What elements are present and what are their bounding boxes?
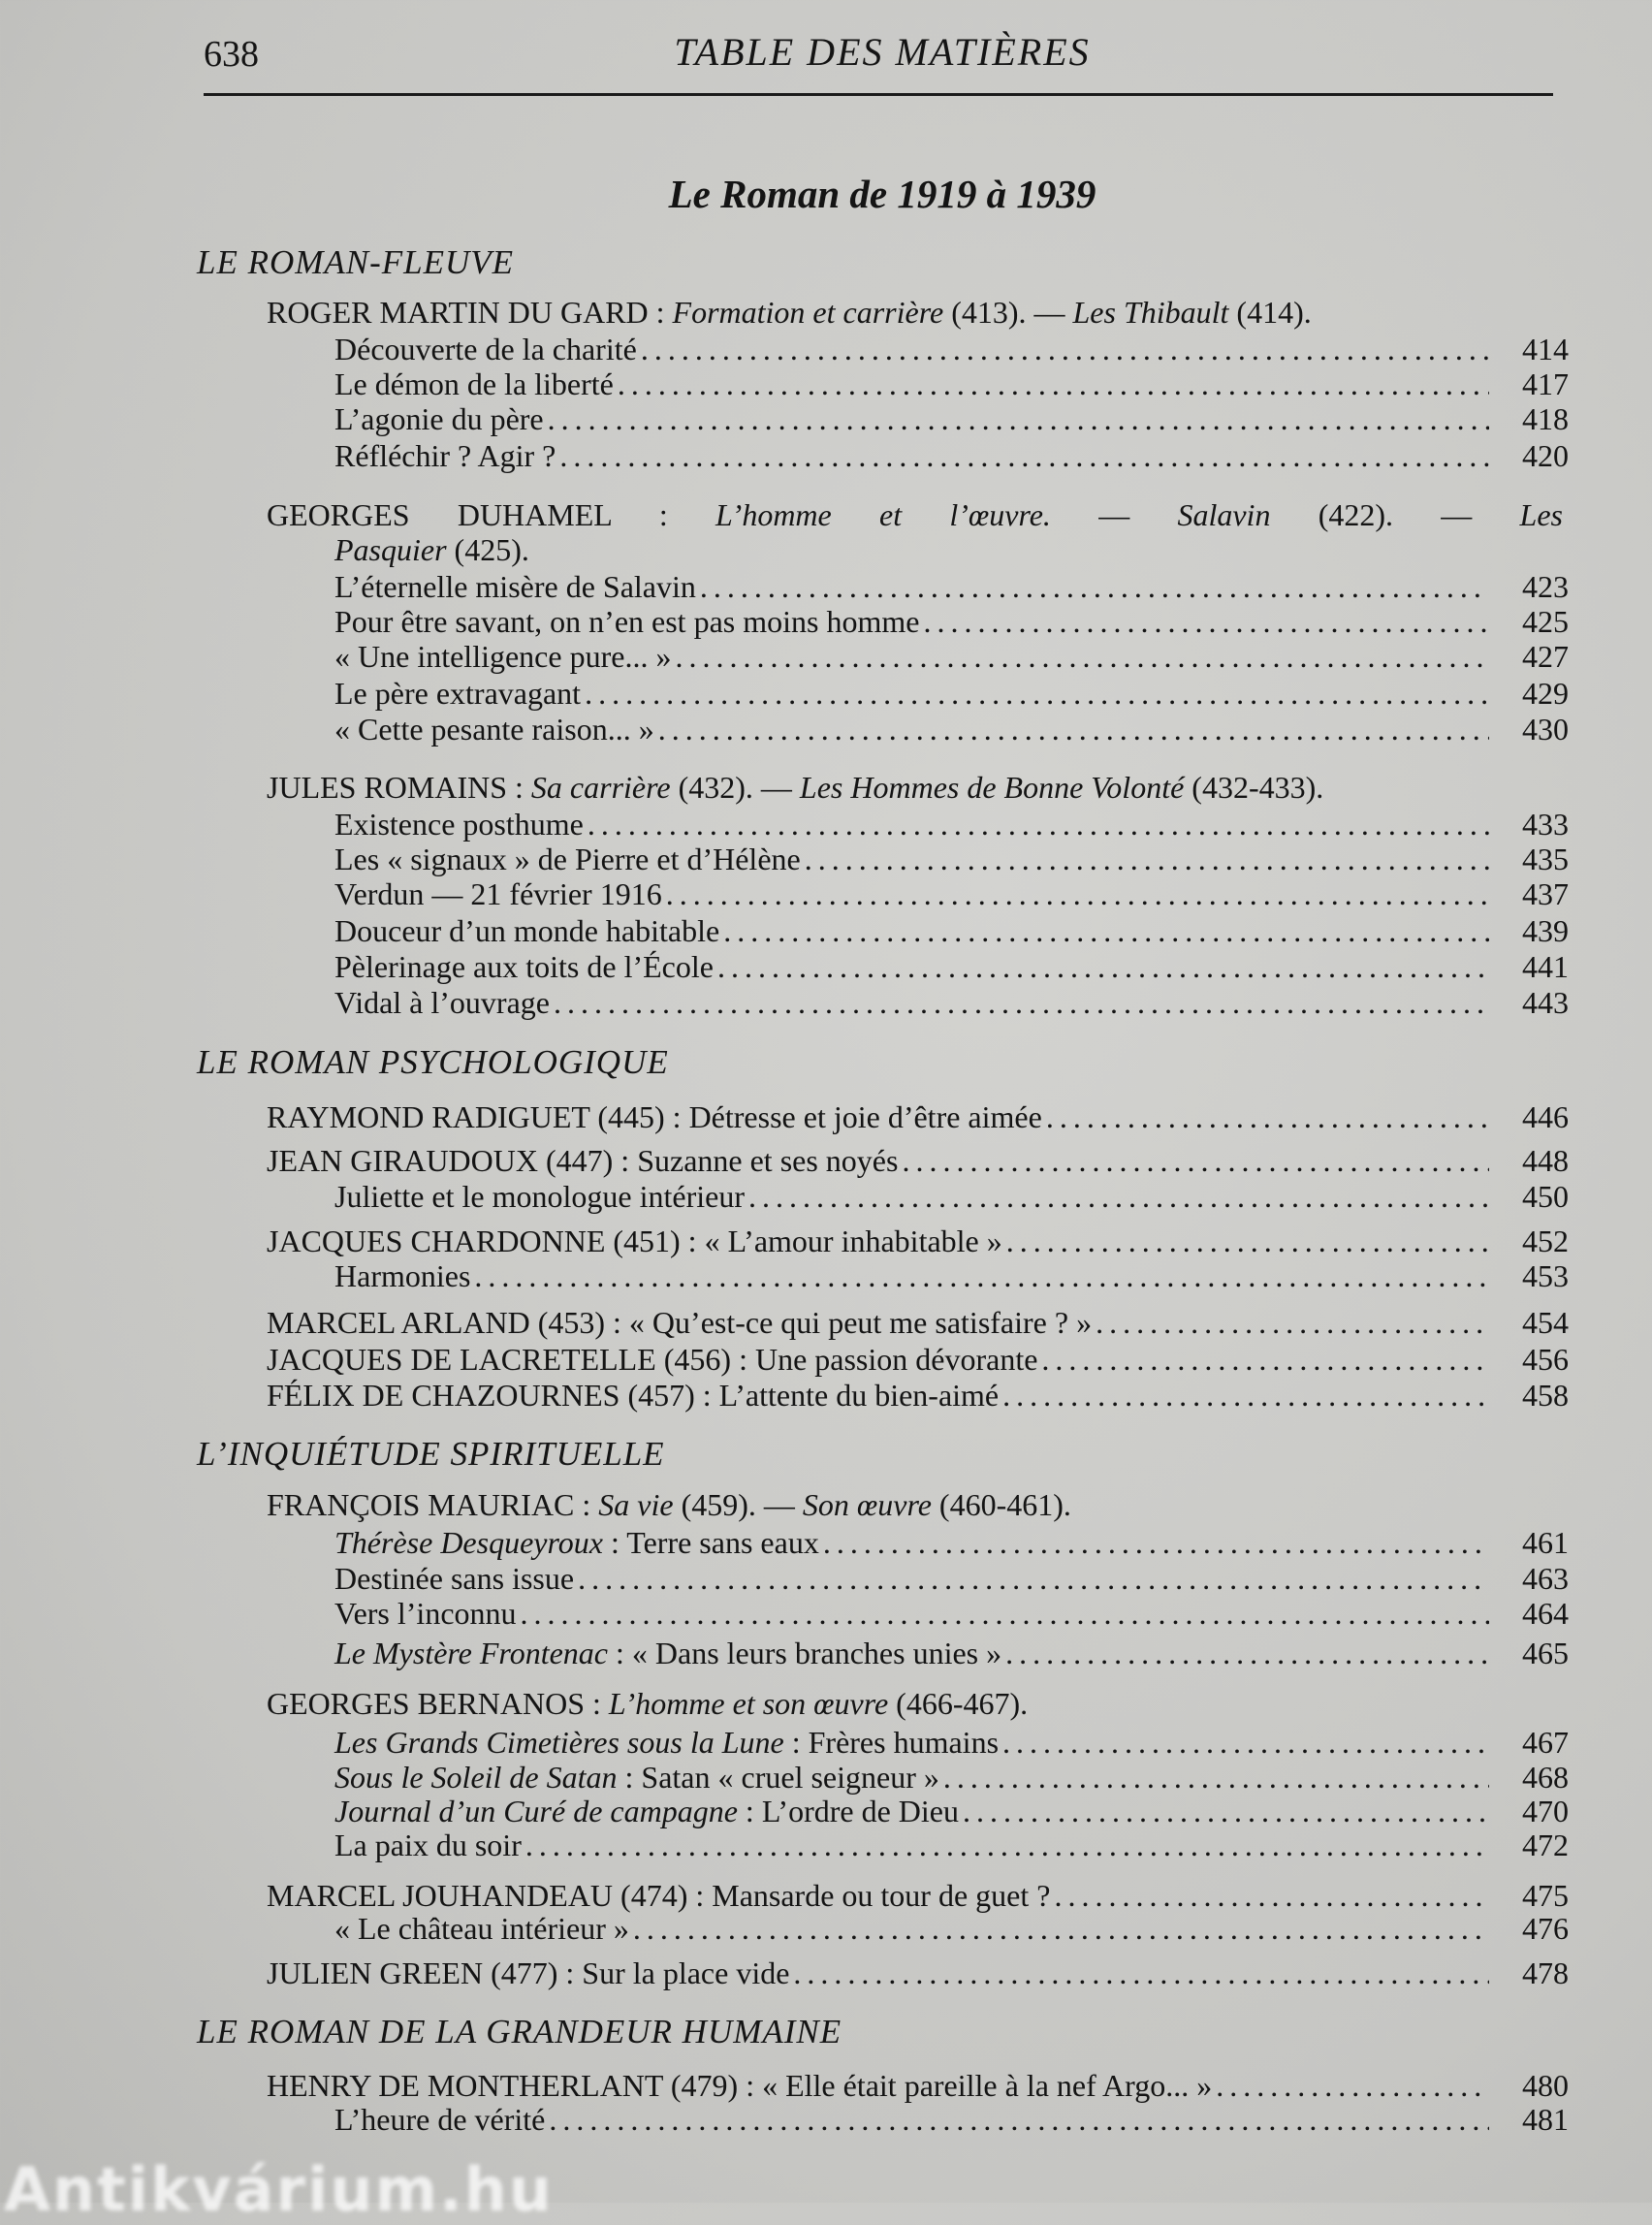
entry-text-part: MARCEL ARLAND (453) : « Qu’est-ce qui peut me satisfaire ? » (267, 1305, 1093, 1340)
page-ref: 453 (1522, 1258, 1569, 1293)
entry-text (334, 1793, 959, 1829)
entry-text (334, 806, 584, 842)
subentry (334, 841, 1569, 877)
entry-text (267, 497, 1563, 532)
dot-leader (675, 638, 1489, 675)
entry-text-part: L’homme et son œuvre (608, 1686, 889, 1721)
author-entry (267, 1955, 1569, 1991)
dot-leader (1002, 1377, 1489, 1414)
entry-text-part: LE ROMAN PSYCHOLOGIQUE (197, 1043, 669, 1081)
entry-text-part: : Satan « cruel seigneur » (617, 1760, 939, 1795)
entry-text (267, 294, 1312, 331)
page-ref: 456 (1522, 1342, 1569, 1377)
entry-text-part: JACQUES DE LACRETELLE (456) : Une passion dévorante (267, 1342, 1038, 1377)
dot-leader (641, 331, 1489, 367)
entry-text (334, 984, 550, 1021)
entry-text-part: (413). — (943, 295, 1073, 330)
entry-text-part: (460-461). (931, 1487, 1071, 1522)
entry-text-part: JULES ROMAINS : (267, 770, 531, 805)
dot-leader (1046, 1098, 1489, 1135)
entry-text-part: Juliette et le monologue intérieur (334, 1179, 745, 1214)
entry-text-part: JACQUES CHARDONNE (451) : « L’amour inhabitable » (267, 1224, 1002, 1258)
page-ref: 454 (1522, 1305, 1569, 1340)
entry-text-part: : Terre sans eaux (602, 1525, 819, 1560)
entry-text-part: FÉLIX DE CHAZOURNES (457) : L’attente du bien-aimé (267, 1378, 1000, 1413)
dot-leader (554, 984, 1489, 1021)
subentry (334, 603, 1569, 640)
page-ref: 448 (1522, 1143, 1569, 1178)
entry-text-part: (425). (446, 532, 529, 567)
subentry (334, 675, 1569, 712)
entry-text-part: L’agonie du père (334, 401, 544, 436)
dot-leader (793, 1955, 1489, 1991)
entry-text-part: Salavin (1177, 497, 1271, 532)
entry-text (334, 675, 581, 712)
entry-text-part: Pasquier (334, 532, 447, 567)
entry-text (267, 1304, 1092, 1341)
subentry (334, 1524, 1569, 1561)
subentry (334, 912, 1569, 949)
dot-leader (658, 711, 1489, 747)
dot-leader (902, 1142, 1489, 1179)
subentry (334, 638, 1569, 675)
running-title: TABLE DES MATIÈRES (674, 30, 1091, 74)
dot-leader (1216, 2067, 1489, 2104)
category-heading (197, 244, 1569, 281)
page-ref: 418 (1522, 401, 1569, 436)
entry-text-part: Pour être savant, on n’en est pas moins homme (334, 604, 920, 639)
page-ref: 463 (1522, 1561, 1569, 1596)
entry-text (267, 1685, 1028, 1722)
entry-text-part: RAYMOND RADIGUET (445) : Détresse et joie d’être aimée (267, 1099, 1042, 1134)
entry-text (334, 1759, 939, 1796)
entry-text-part: — (1050, 497, 1178, 532)
entry-text-part: (414). (1228, 295, 1312, 330)
dot-leader (923, 603, 1489, 640)
entry-text (334, 1910, 629, 1947)
dot-leader (1006, 1223, 1489, 1259)
dot-leader (588, 806, 1489, 842)
entry-text-part: L’homme et l’œuvre. (715, 497, 1051, 532)
entry-text (267, 1341, 1037, 1378)
entry-text (267, 769, 1323, 806)
subentry (334, 711, 1569, 747)
page-number: 638 (204, 34, 259, 75)
entry-text-part: (466-467). (888, 1686, 1029, 1721)
entry-text-part: Douceur d’un monde habitable (334, 913, 720, 948)
entry-text-part: Destinée sans issue (334, 1561, 575, 1596)
author-entry (267, 1486, 1569, 1523)
page-ref: 465 (1522, 1636, 1569, 1670)
page-ref: 430 (1522, 712, 1569, 747)
page-ref: 470 (1522, 1794, 1569, 1828)
subentry (334, 437, 1569, 474)
category-heading (197, 1044, 1569, 1081)
page-ref: 435 (1522, 842, 1569, 876)
entry-text (334, 1635, 1001, 1671)
author-entry (267, 1377, 1569, 1414)
page-ref: 481 (1522, 2102, 1569, 2137)
dot-leader (823, 1524, 1489, 1561)
page-ref: 464 (1522, 1596, 1569, 1631)
dot-leader (559, 437, 1489, 474)
entry-text (267, 2067, 1212, 2104)
subentry (334, 984, 1569, 1021)
page-ref: 461 (1522, 1525, 1569, 1560)
page-ref: 439 (1522, 913, 1569, 948)
author-entry (267, 294, 1569, 331)
entry-text (334, 1178, 745, 1215)
subentry (334, 948, 1569, 985)
author-entry (267, 1304, 1569, 1341)
entry-text (267, 1377, 999, 1414)
dot-leader (666, 875, 1489, 912)
subentry (334, 1759, 1569, 1796)
subentry (334, 400, 1569, 437)
entry-text-part: Le démon de la liberté (334, 366, 614, 401)
entry-text (334, 875, 662, 912)
page-ref: 480 (1522, 2068, 1569, 2103)
entry-text (334, 400, 544, 437)
entry-text-part: LE ROMAN DE LA GRANDEUR HUMAINE (197, 2013, 842, 2050)
author-entry (267, 496, 1563, 533)
page-ref: 433 (1522, 807, 1569, 842)
entry-text (267, 1486, 1071, 1523)
entry-text-part: Réfléchir ? Agir ? (334, 438, 556, 473)
subentry (334, 531, 1569, 568)
dot-leader (805, 841, 1489, 877)
entry-text (334, 711, 654, 747)
entry-text-part: Verdun — 21 février 1916 (334, 876, 662, 911)
page-ref: 427 (1522, 639, 1569, 674)
entry-text-part: Vidal à l’ouvrage (334, 985, 550, 1020)
entry-text-part: Harmonies (334, 1258, 471, 1293)
page-ref: 437 (1522, 876, 1569, 911)
entry-text-part: LE ROMAN-FLEUVE (197, 243, 515, 281)
dot-leader (748, 1178, 1489, 1215)
entry-text-part: Les (1519, 497, 1563, 532)
dot-leader (521, 1595, 1489, 1632)
subentry (334, 2101, 1569, 2138)
dot-leader (525, 1827, 1489, 1863)
entry-text-part: « Cette pesante raison... » (334, 712, 654, 747)
subentry (334, 1910, 1569, 1947)
entry-text (267, 1955, 789, 1991)
entry-text (334, 437, 556, 474)
dot-leader (1041, 1341, 1489, 1378)
entry-text-part: Sa vie (598, 1487, 674, 1522)
subentry (334, 331, 1569, 367)
entry-text-part: « Une intelligence pure... » (334, 639, 672, 674)
author-entry (267, 2067, 1569, 2104)
entry-text (334, 2101, 545, 2138)
subentry (334, 568, 1569, 605)
entry-text-part: Les « signaux » de Pierre et d’Hélène (334, 842, 801, 876)
subentry (334, 1257, 1569, 1294)
page-ref: 478 (1522, 1955, 1569, 1990)
entry-text-part: : Frères humains (783, 1725, 1000, 1760)
entry-text-part: GEORGES DUHAMEL : (267, 497, 716, 532)
dot-leader (723, 912, 1489, 949)
entry-text (334, 1560, 574, 1597)
entry-text-part: La paix du soir (334, 1828, 522, 1862)
entry-text-part: (432-433). (1184, 770, 1324, 805)
entry-text-part: GEORGES BERNANOS : (267, 1686, 609, 1721)
author-entry (267, 1142, 1569, 1179)
entry-text-part: Les Grands Cimetières sous la Lune (334, 1725, 784, 1760)
entry-text-part: : « Dans leurs branches unies » (607, 1636, 1002, 1670)
author-entry (267, 1877, 1569, 1914)
entry-text (334, 531, 529, 568)
entry-text-part: (422). — (1270, 497, 1520, 532)
entry-text-part: Sous le Soleil de Satan (334, 1760, 618, 1795)
dot-leader (700, 568, 1489, 605)
entry-text-part: (459). — (673, 1487, 803, 1522)
entry-text (334, 331, 637, 367)
entry-text (334, 568, 696, 605)
dot-leader (1054, 1877, 1489, 1914)
entry-text (197, 244, 514, 281)
page-ref: 441 (1522, 949, 1569, 984)
author-entry (267, 1341, 1569, 1378)
page-ref: 429 (1522, 676, 1569, 711)
entry-text-part: L’éternelle misère de Salavin (334, 569, 696, 604)
dot-leader (1096, 1304, 1489, 1341)
entry-text (267, 1223, 1002, 1259)
entry-text (267, 1142, 898, 1179)
entry-text-part: ROGER MARTIN DU GARD : (267, 295, 673, 330)
dot-leader (549, 2101, 1489, 2138)
dot-leader (548, 400, 1489, 437)
page-ref: 420 (1522, 438, 1569, 473)
entry-text-part: Formation et carrière (672, 295, 944, 330)
page-ref: 414 (1522, 332, 1569, 366)
category-heading (197, 1436, 1569, 1473)
header-rule (204, 93, 1553, 96)
page-ref: 425 (1522, 604, 1569, 639)
entry-text-part: Découverte de la charité (334, 332, 637, 366)
page-ref: 450 (1522, 1179, 1569, 1214)
entry-text-part: FRANÇOIS MAURIAC : (267, 1487, 599, 1522)
entry-text-part: Journal d’un Curé de campagne (334, 1794, 738, 1828)
subentry (334, 1724, 1569, 1761)
subentry (334, 806, 1569, 842)
subentry (334, 1560, 1569, 1597)
subentry (334, 1793, 1569, 1829)
entry-text (267, 1098, 1042, 1135)
entry-text-part: Les Hommes de Bonne Volonté (799, 770, 1185, 805)
entry-text (197, 1044, 669, 1081)
entry-text-part: Pèlerinage aux toits de l’École (334, 949, 714, 984)
dot-leader (578, 1560, 1489, 1597)
page-ref: 458 (1522, 1378, 1569, 1413)
watermark: Antikvárium.hu (4, 2154, 554, 2225)
entry-text-part: Les Thibault (1072, 295, 1229, 330)
entry-text-part: « Le château intérieur » (334, 1911, 629, 1946)
entry-text (197, 2014, 842, 2050)
entry-text-part: Vers l’inconnu (334, 1596, 517, 1631)
subentry (334, 366, 1569, 402)
entry-text-part: Le père extravagant (334, 676, 582, 711)
dot-leader (585, 675, 1489, 712)
entry-text-part: : L’ordre de Dieu (737, 1794, 959, 1828)
entry-text (334, 948, 714, 985)
author-entry (267, 1098, 1569, 1135)
entry-text (334, 1724, 999, 1761)
entry-text-part: MARCEL JOUHANDEAU (474) : Mansarde ou tour de guet ? (267, 1878, 1051, 1913)
author-entry (267, 1685, 1569, 1722)
dot-leader (963, 1793, 1489, 1829)
author-entry (267, 769, 1569, 806)
subentry (334, 1827, 1569, 1863)
entry-text (334, 1524, 819, 1561)
entry-text-part: Thérèse Desqueyroux (334, 1525, 603, 1560)
dot-leader (633, 1910, 1489, 1947)
entry-text-part: (432). — (670, 770, 800, 805)
entry-text (334, 1827, 522, 1863)
entry-text-part: JULIEN GREEN (477) : Sur la place vide (267, 1955, 790, 1990)
dot-leader (943, 1759, 1489, 1796)
entry-text-part: Sa carrière (530, 770, 671, 805)
subentry (334, 1178, 1569, 1215)
entry-text-part: HENRY DE MONTHERLANT (479) : « Elle était pareille à la nef Argo... » (267, 2068, 1213, 2103)
author-entry (267, 1223, 1569, 1259)
page-ref: 446 (1522, 1099, 1569, 1134)
entry-text (197, 1436, 665, 1473)
entry-text-part: Existence posthume (334, 807, 584, 842)
entry-text (334, 1595, 517, 1632)
page-ref: 417 (1522, 366, 1569, 401)
entry-text (334, 841, 801, 877)
dot-leader (474, 1257, 1489, 1294)
entry-text-part: Le Mystère Frontenac (334, 1636, 608, 1670)
entry-text-part: L’heure de vérité (334, 2102, 546, 2137)
dot-leader (618, 366, 1489, 402)
page-ref: 452 (1522, 1224, 1569, 1258)
entry-text (334, 366, 614, 402)
entry-text (267, 1877, 1050, 1914)
entry-text (334, 912, 719, 949)
page-ref: 476 (1522, 1911, 1569, 1946)
category-heading (197, 2014, 1569, 2050)
entry-text (334, 1257, 470, 1294)
subentry (334, 1635, 1569, 1671)
entry-text (334, 638, 671, 675)
entry-text-part: Son œuvre (802, 1487, 932, 1522)
entry-text (334, 603, 919, 640)
section-title: Le Roman de 1919 à 1939 (668, 172, 1096, 216)
page-ref: 423 (1522, 569, 1569, 604)
page-ref: 468 (1522, 1760, 1569, 1795)
subentry (334, 1595, 1569, 1632)
page-ref: 467 (1522, 1725, 1569, 1760)
dot-leader (717, 948, 1489, 985)
dot-leader (1002, 1724, 1489, 1761)
page-ref: 472 (1522, 1828, 1569, 1862)
page-ref: 475 (1522, 1878, 1569, 1913)
page-ref: 443 (1522, 985, 1569, 1020)
dot-leader (1005, 1635, 1489, 1671)
entry-text-part: L’INQUIÉTUDE SPIRITUELLE (197, 1435, 665, 1473)
entry-text-part: JEAN GIRAUDOUX (447) : Suzanne et ses noyés (267, 1143, 899, 1178)
subentry (334, 875, 1569, 912)
